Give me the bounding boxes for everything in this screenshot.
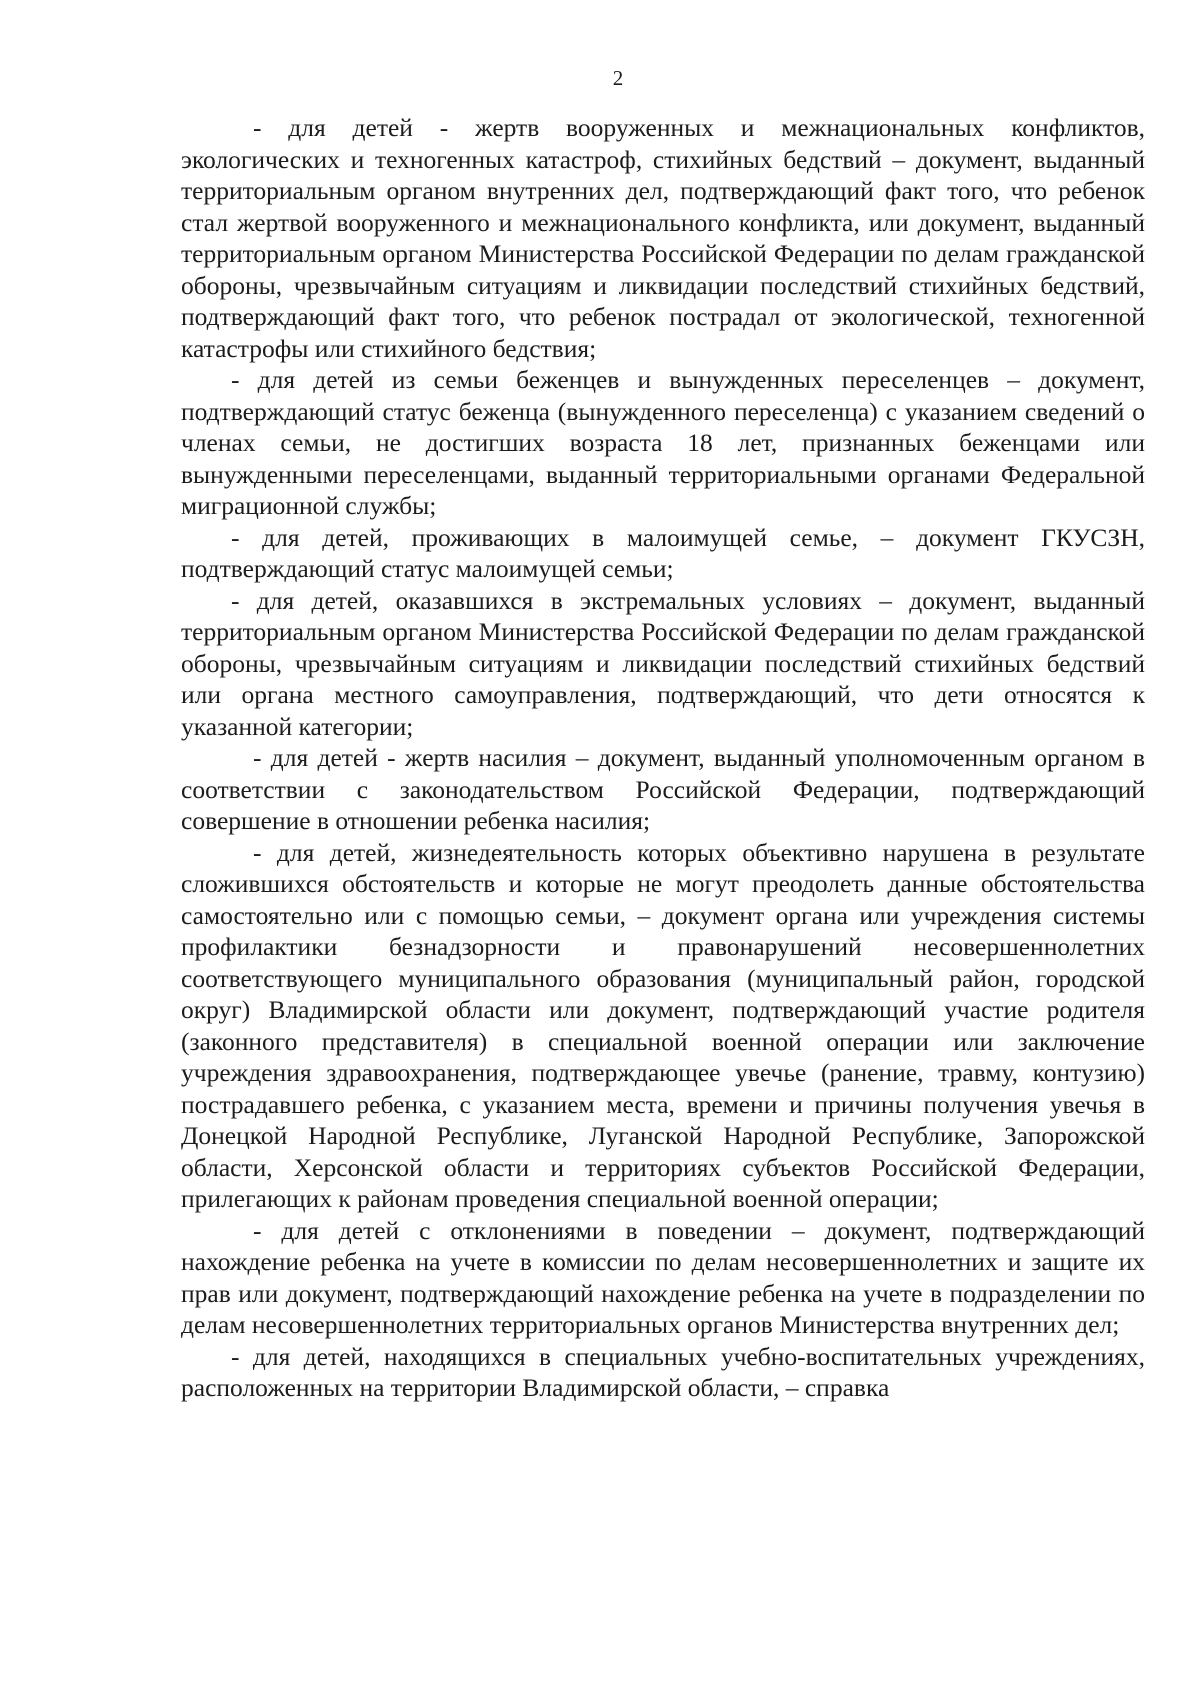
paragraph-victims-of-violence: - для детей - жертв насилия – документ, выданный уполномоченным органом в соответствии с законодательством Российской Федерации, подтверждающий совершение в отношении ребенка насилия; <box>181 743 1145 835</box>
paragraph-extreme-conditions: - для детей, оказавшихся в экстремальных условиях – документ, выданный территориальным органом Министерства Российской Федерации по делам гражданской обороны, чрезвычайным ситуациям и ликвидации последствий стихийных бедствий или органа местного самоуправления, подтверждающий, что дети относятся к указанной категории; <box>181 585 1145 741</box>
document-body <box>181 112 1145 1404</box>
paragraph-refugee-families: - для детей из семьи беженцев и вынужденных переселенцев – документ, подтверждающий статус беженца (вынужденного переселенца) с указанием сведений о членах семьи, не достигших возраста 18 лет, признанных беженцами или вынужденными переселенцами, выданный территориальными органами Федеральной миграционной службы; <box>181 365 1145 520</box>
paragraph-low-income-families: - для детей, проживающих в малоимущей семье, – документ ГКУСЗН, подтверждающий статус малоимущей семьи; <box>181 522 1145 583</box>
page-number: 2 <box>612 66 624 90</box>
paragraph-special-educational-institutions: - для детей, находящихся в специальных учебно-воспитательных учреждениях, расположенных на территории Владимирской области, – справка <box>181 1341 1145 1402</box>
paragraph-behavioral-deviations: - для детей с отклонениями в поведении – документ, подтверждающий нахождение ребенка на учете в комиссии по делам несовершеннолетних и защите их прав или документ, подтверждающий нахождение ребенка на учете в подразделении по делам несовершеннолетних территориальных органов Министерства внутренних дел; <box>181 1215 1145 1339</box>
paragraph-victims-of-conflicts-and-disasters: - для детей - жертв вооруженных и межнациональных конфликтов, экологических и техногенных катастроф, стихийных бедствий – документ, выданный территориальным органом внутренних дел, подтверждающий факт того, что ребенок стал жертвой вооруженного и межнационального конфликта, или документ, выданный территориальным органом Министерства Российской Федерации по делам гражданской обороны, чрезвычайным ситуациям и ликвидации последствий стихийных бедствий, подтверждающий факт того, что ребенок пострадал от экологической, техногенной катастрофы или стихийного бедствия; <box>181 113 1145 363</box>
paragraph-disrupted-life-activity: - для детей, жизнедеятельность которых объективно нарушена в результате сложившихся обстоятельств и которые не могут преодолеть данные обстоятельства самостоятельно или с помощью семьи, – документ органа или учреждения системы профилактики безнадзорности и правонарушений несовершеннолетних соответствующего муниципального образования (муниципальный район, городской округ) Владимирской области или документ, подтверждающий участие родителя (законного представителя) в специальной военной операции или заключение учреждения здравоохранения, подтверждающее увечье (ранение, травму, контузию) пострадавшего ребенка, с указанием места, времени и причины получения увечья в Донецкой Народной Республике, Луганской Народной Республике, Запорожской области, Херсонской области и территориях субъектов Российской Федерации, прилегающих к районам проведения специальной военной операции; <box>181 837 1145 1213</box>
